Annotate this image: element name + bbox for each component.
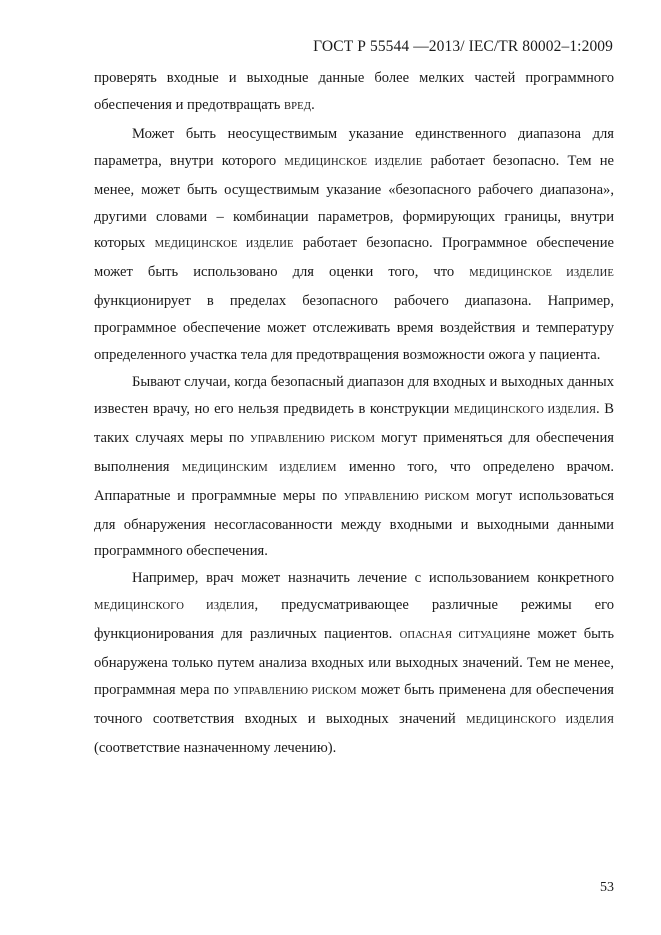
term: МЕДИЦИНСКИМ ИЗДЕЛИЕМ	[181, 462, 337, 474]
term: УПРАВЛЕНИЮ РИСКОМ	[233, 685, 357, 697]
term: МЕДИЦИНСКОЕ ИЗДЕЛИЕ	[469, 268, 614, 280]
standard-code: ГОСТ Р 55544 —2013/ IEC/TR 80002–1:2009	[313, 38, 613, 55]
page-number: 53	[600, 880, 614, 895]
term: ОПАСНАЯ СИТУАЦИЯ	[399, 630, 516, 642]
term: МЕДИЦИНСКОГО ИЗДЕЛИЯ	[453, 404, 597, 416]
paragraph-physician-range: Бывают случаи, когда безопасный диапазон для входных и выходных данных известен врачу, но его нельзя предвидеть в конструкции МЕДИЦИНСКОГО ИЗДЕЛИЯ. В таких случаях меры по УПРАВЛЕНИЮ РИСКОМ могут применяться для обеспечения выполнения МЕДИЦИНСКИМ ИЗДЕЛИЕМ именно того, что определено врачом. Аппаратные и программные меры по УПРАВЛЕНИЮ РИСКОМ могут использоваться для обнаружения несогласованности между входными и выходными данными программного обеспечения.	[94, 373, 614, 560]
paragraph-safe-operating-range: Может быть неосуществимым указание единственного диапазона для параметра, внутри которого МЕДИЦИНСКОЕ ИЗДЕЛИЕ работает безопасно. Тем не менее, может быть осуществимым указание «безопасного рабочего диапазона», другими словами – комбинации параметров, формирующих границы, внутри которых МЕДИЦИНСКОЕ ИЗДЕЛИЕ работает безопасно. Программное обеспечение может быть использовано для оценки того, что МЕДИЦИНСКОЕ ИЗДЕЛИЕ функционирует в пределах безопасного рабочего диапазона. Например, программное обеспечение может отслеживать время воздействия и температуру определенного участка тела для предотвращения возможности ожога у пациента.	[94, 125, 615, 364]
term: УПРАВЛЕНИЮ РИСКОМ	[343, 491, 470, 503]
term: МЕДИЦИНСКОГО ИЗДЕЛИЯ	[94, 601, 255, 613]
document-body	[94, 65, 614, 762]
term: МЕДИЦИНСКОГО ИЗДЕЛИЯ	[466, 714, 615, 726]
term: МЕДИЦИНСКОЕ ИЗДЕЛИЕ	[284, 156, 423, 168]
term: МЕДИЦИНСКОЕ ИЗДЕЛИЕ	[154, 239, 294, 251]
paragraph-continuation: проверять входные и выходные данные более мелких частей программного обеспечения и предотвращать ВРЕД.	[94, 70, 614, 113]
term: УПРАВЛЕНИЮ РИСКОМ	[250, 433, 376, 445]
document-header	[313, 38, 613, 56]
paragraph-treatment-example: Например, врач может назначить лечение с использованием конкретного МЕДИЦИНСКОГО ИЗДЕЛИЯ, предусматривающее различные режимы его функционирования для различных пациентов. ОПАСНАЯ СИТУАЦИЯне может быть обнаружена только путем анализа входных или выходных значений. Тем не менее, программная мера по УПРАВЛЕНИЮ РИСКОМ может быть применена для обеспечения точного соответствия входных и выходных значений МЕДИЦИНСКОГО ИЗДЕЛИЯ (соответствие назначенному лечению).	[94, 570, 615, 756]
term: ВРЕД	[284, 100, 312, 112]
